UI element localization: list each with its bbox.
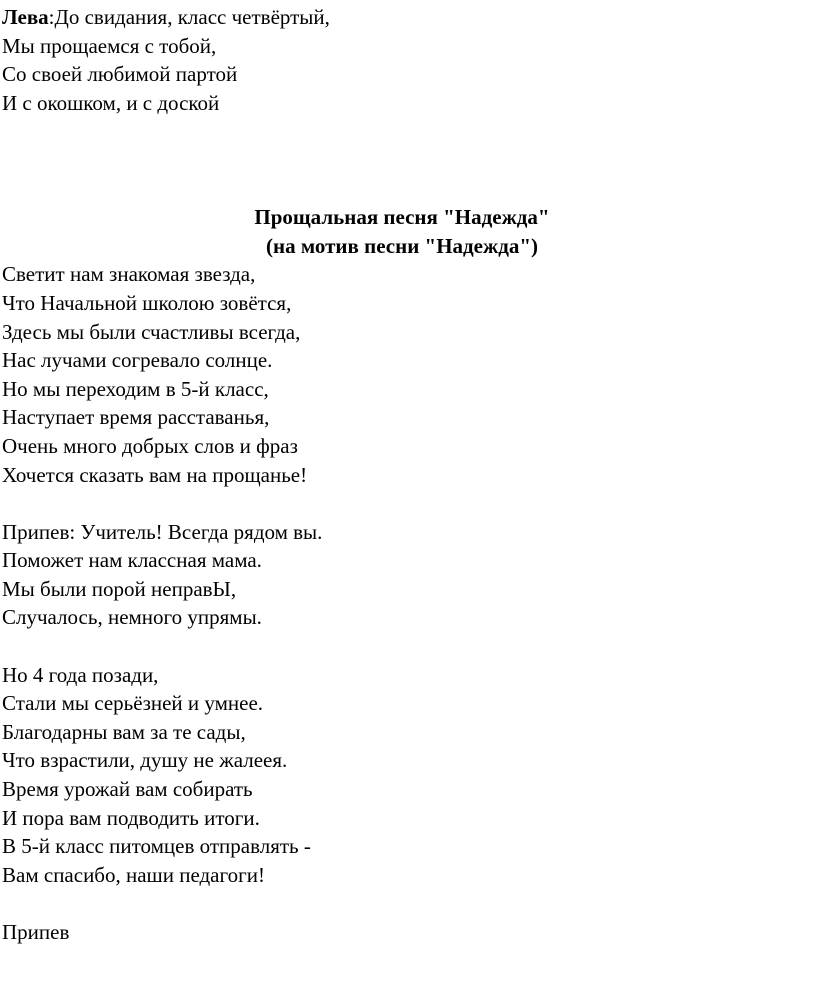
verse-line: Вам спасибо, наши педагоги! — [2, 862, 265, 887]
verse-line: Наступает время расставанья, — [2, 405, 270, 430]
song-subtitle: (на мотив песни "Надежда") — [266, 233, 538, 258]
verse-line: Стали мы серьёзней и умнее. — [2, 691, 264, 716]
chorus-line: Мы были порой неправЫ, — [2, 576, 237, 601]
verse-line: Что Начальной школою зовётся, — [2, 290, 292, 315]
verse-line: Нас лучами согревало солнце. — [2, 348, 273, 373]
intro-first-text: :До свидания, класс четвёртый, — [48, 5, 330, 29]
verse-1 — [2, 260, 802, 489]
verse-line: Но 4 года позади, — [2, 662, 159, 687]
song-title: Прощальная песня "Надежда" — [254, 205, 550, 230]
intro-line: Мы прощаемся с тобой, — [2, 33, 217, 58]
document-page — [2, 3, 802, 947]
chorus-line: Случалось, немного упрямы. — [2, 605, 262, 630]
chorus-reference: Припев — [2, 920, 70, 944]
verse-line: Время урожай вам собирать — [2, 777, 253, 802]
chorus-line: Припев: Учитель! Всегда рядом вы. — [2, 519, 323, 544]
chorus-line: Поможет нам классная мама. — [2, 548, 262, 573]
intro-stanza — [2, 3, 802, 117]
verse-line: Благодарны вам за те сады, — [2, 719, 246, 744]
speaker-name: Лева — [2, 5, 49, 29]
intro-line: Со своей любимой партой — [2, 62, 238, 87]
chorus — [2, 518, 802, 632]
verse-line: Здесь мы были счастливы всегда, — [2, 319, 301, 344]
verse-line: Очень много добрых слов и фраз — [2, 433, 298, 458]
verse-line: В 5-й класс питомцев отправлять - — [2, 834, 311, 859]
verse-line: Хочется сказать вам на прощанье! — [2, 462, 308, 487]
verse-line: Но мы переходим в 5-й класс, — [2, 376, 269, 401]
intro-first-line — [2, 3, 802, 32]
verse-line: Светит нам знакомая звезда, — [2, 262, 256, 287]
verse-line: И пора вам подводить итоги. — [2, 805, 260, 830]
verse-line: Что взрастили, душу не жалеея. — [2, 748, 288, 773]
verse-2 — [2, 661, 802, 890]
intro-line: И с окошком, и с доской — [2, 90, 220, 115]
